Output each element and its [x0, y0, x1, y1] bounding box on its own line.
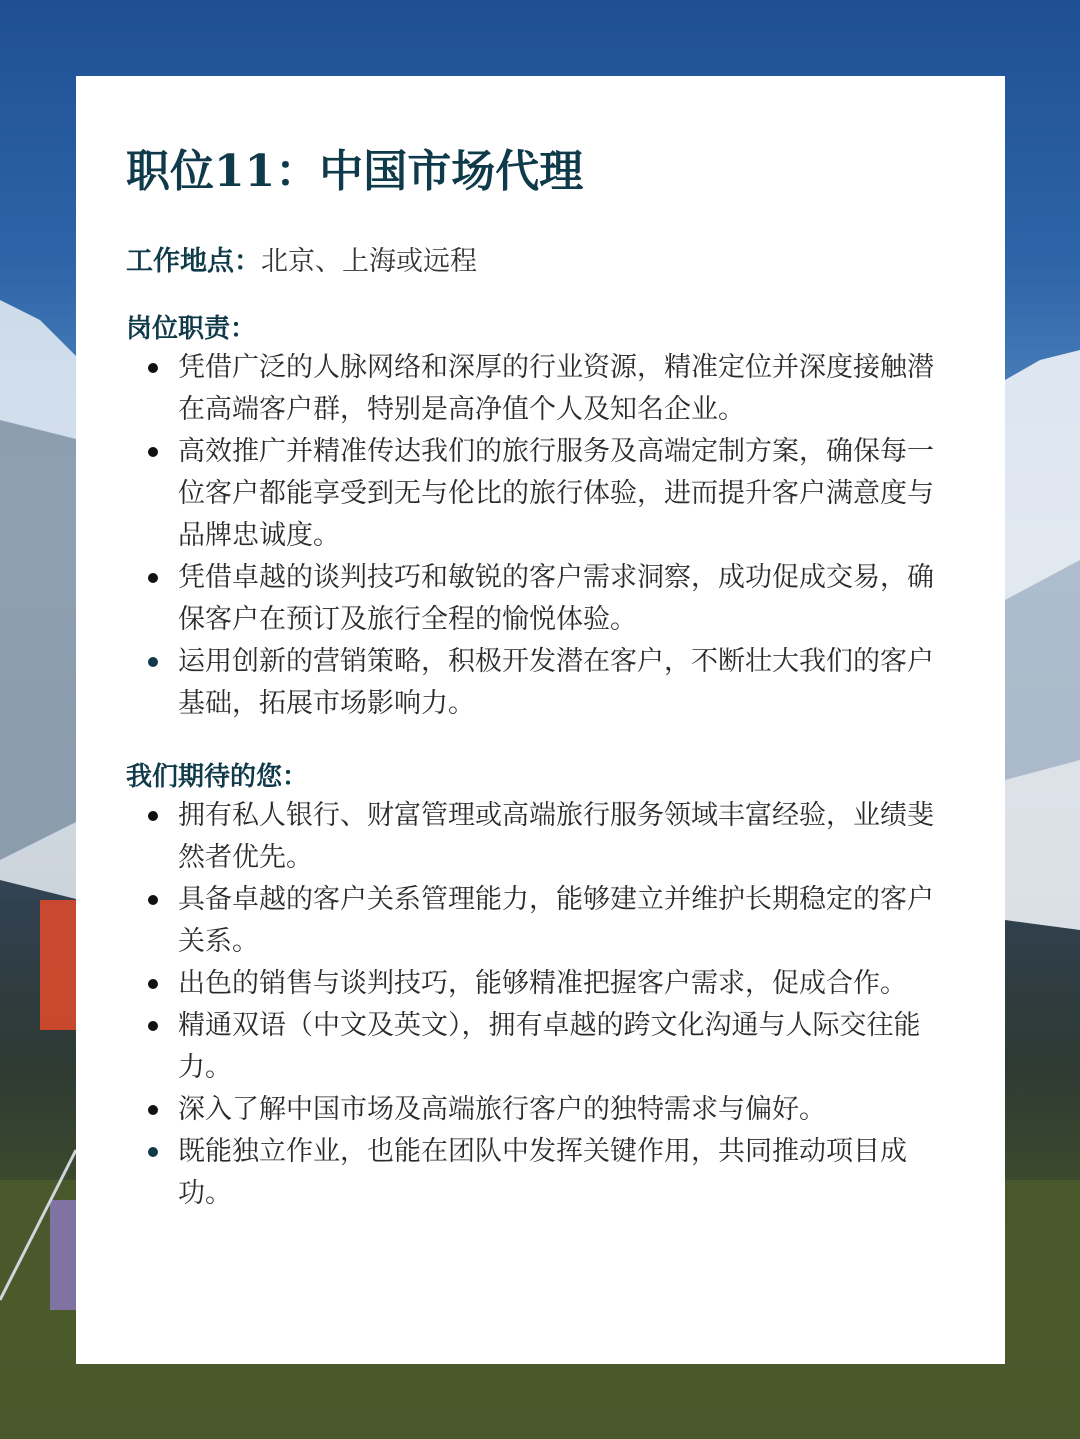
expectation-text: 具备卓越的客户关系管理能力，能够建立并维护长期稳定的客户关系。 — [178, 884, 934, 957]
expectation-text: 深入了解中国市场及高端旅行客户的独特需求与偏好。 — [178, 1094, 826, 1125]
list-item — [178, 795, 945, 879]
expectations-heading: 我们期待的您： — [126, 762, 309, 792]
duty-text: 凭借广泛的人脉网络和深厚的行业资源，精准定位并深度接触潜在高端客户群，特别是高净值个人及知名企业。 — [178, 352, 934, 425]
list-item — [178, 347, 945, 431]
duty-text: 运用创新的营销策略，积极开发潜在客户，不断壮大我们的客户基础，拓展市场影响力。 — [178, 646, 934, 719]
list-item — [178, 963, 945, 1005]
expectation-text: 拥有私人银行、财富管理或高端旅行服务领域丰富经验，业绩斐然者优先。 — [178, 800, 934, 873]
expectation-text: 精通双语（中文及英文），拥有卓越的跨文化沟通与人际交往能力。 — [178, 1010, 921, 1083]
bullet-icon — [148, 1105, 158, 1115]
list-item — [178, 557, 945, 641]
expectation-text: 出色的销售与谈判技巧，能够精准把握客户需求，促成合作。 — [178, 968, 907, 999]
bullet-icon — [148, 657, 158, 667]
page-title: 职位11：中国市场代理 — [126, 146, 584, 197]
bullet-icon — [148, 1021, 158, 1031]
bullet-icon — [148, 1147, 158, 1157]
location-row — [126, 244, 945, 280]
location-label: 工作地点： — [126, 246, 261, 277]
duty-text: 高效推广并精准传达我们的旅行服务及高端定制方案，确保每一位客户都能享受到无与伦比的旅行体验，进而提升客户满意度与品牌忠诚度。 — [178, 436, 934, 551]
bullet-icon — [148, 811, 158, 821]
duty-text: 凭借卓越的谈判技巧和敏锐的客户需求洞察，成功促成交易，确保客户在预订及旅行全程的愉悦体验。 — [178, 562, 934, 635]
list-item — [178, 1005, 945, 1089]
location-value: 北京、上海或远程 — [261, 246, 477, 277]
duties-heading: 岗位职责： — [126, 314, 257, 344]
bullet-icon — [148, 979, 158, 989]
bullet-icon — [148, 447, 158, 457]
bullet-icon — [148, 363, 158, 373]
list-item — [178, 1131, 945, 1215]
expectations-list — [126, 795, 945, 1215]
list-item — [178, 431, 945, 557]
list-item — [178, 1089, 945, 1131]
expectation-text: 既能独立作业，也能在团队中发挥关键作用，共同推动项目成功。 — [178, 1136, 907, 1209]
duties-list — [126, 347, 945, 725]
list-item — [178, 641, 945, 725]
list-item — [178, 879, 945, 963]
bullet-icon — [148, 895, 158, 905]
job-description-card — [76, 76, 1005, 1364]
bullet-icon — [148, 573, 158, 583]
